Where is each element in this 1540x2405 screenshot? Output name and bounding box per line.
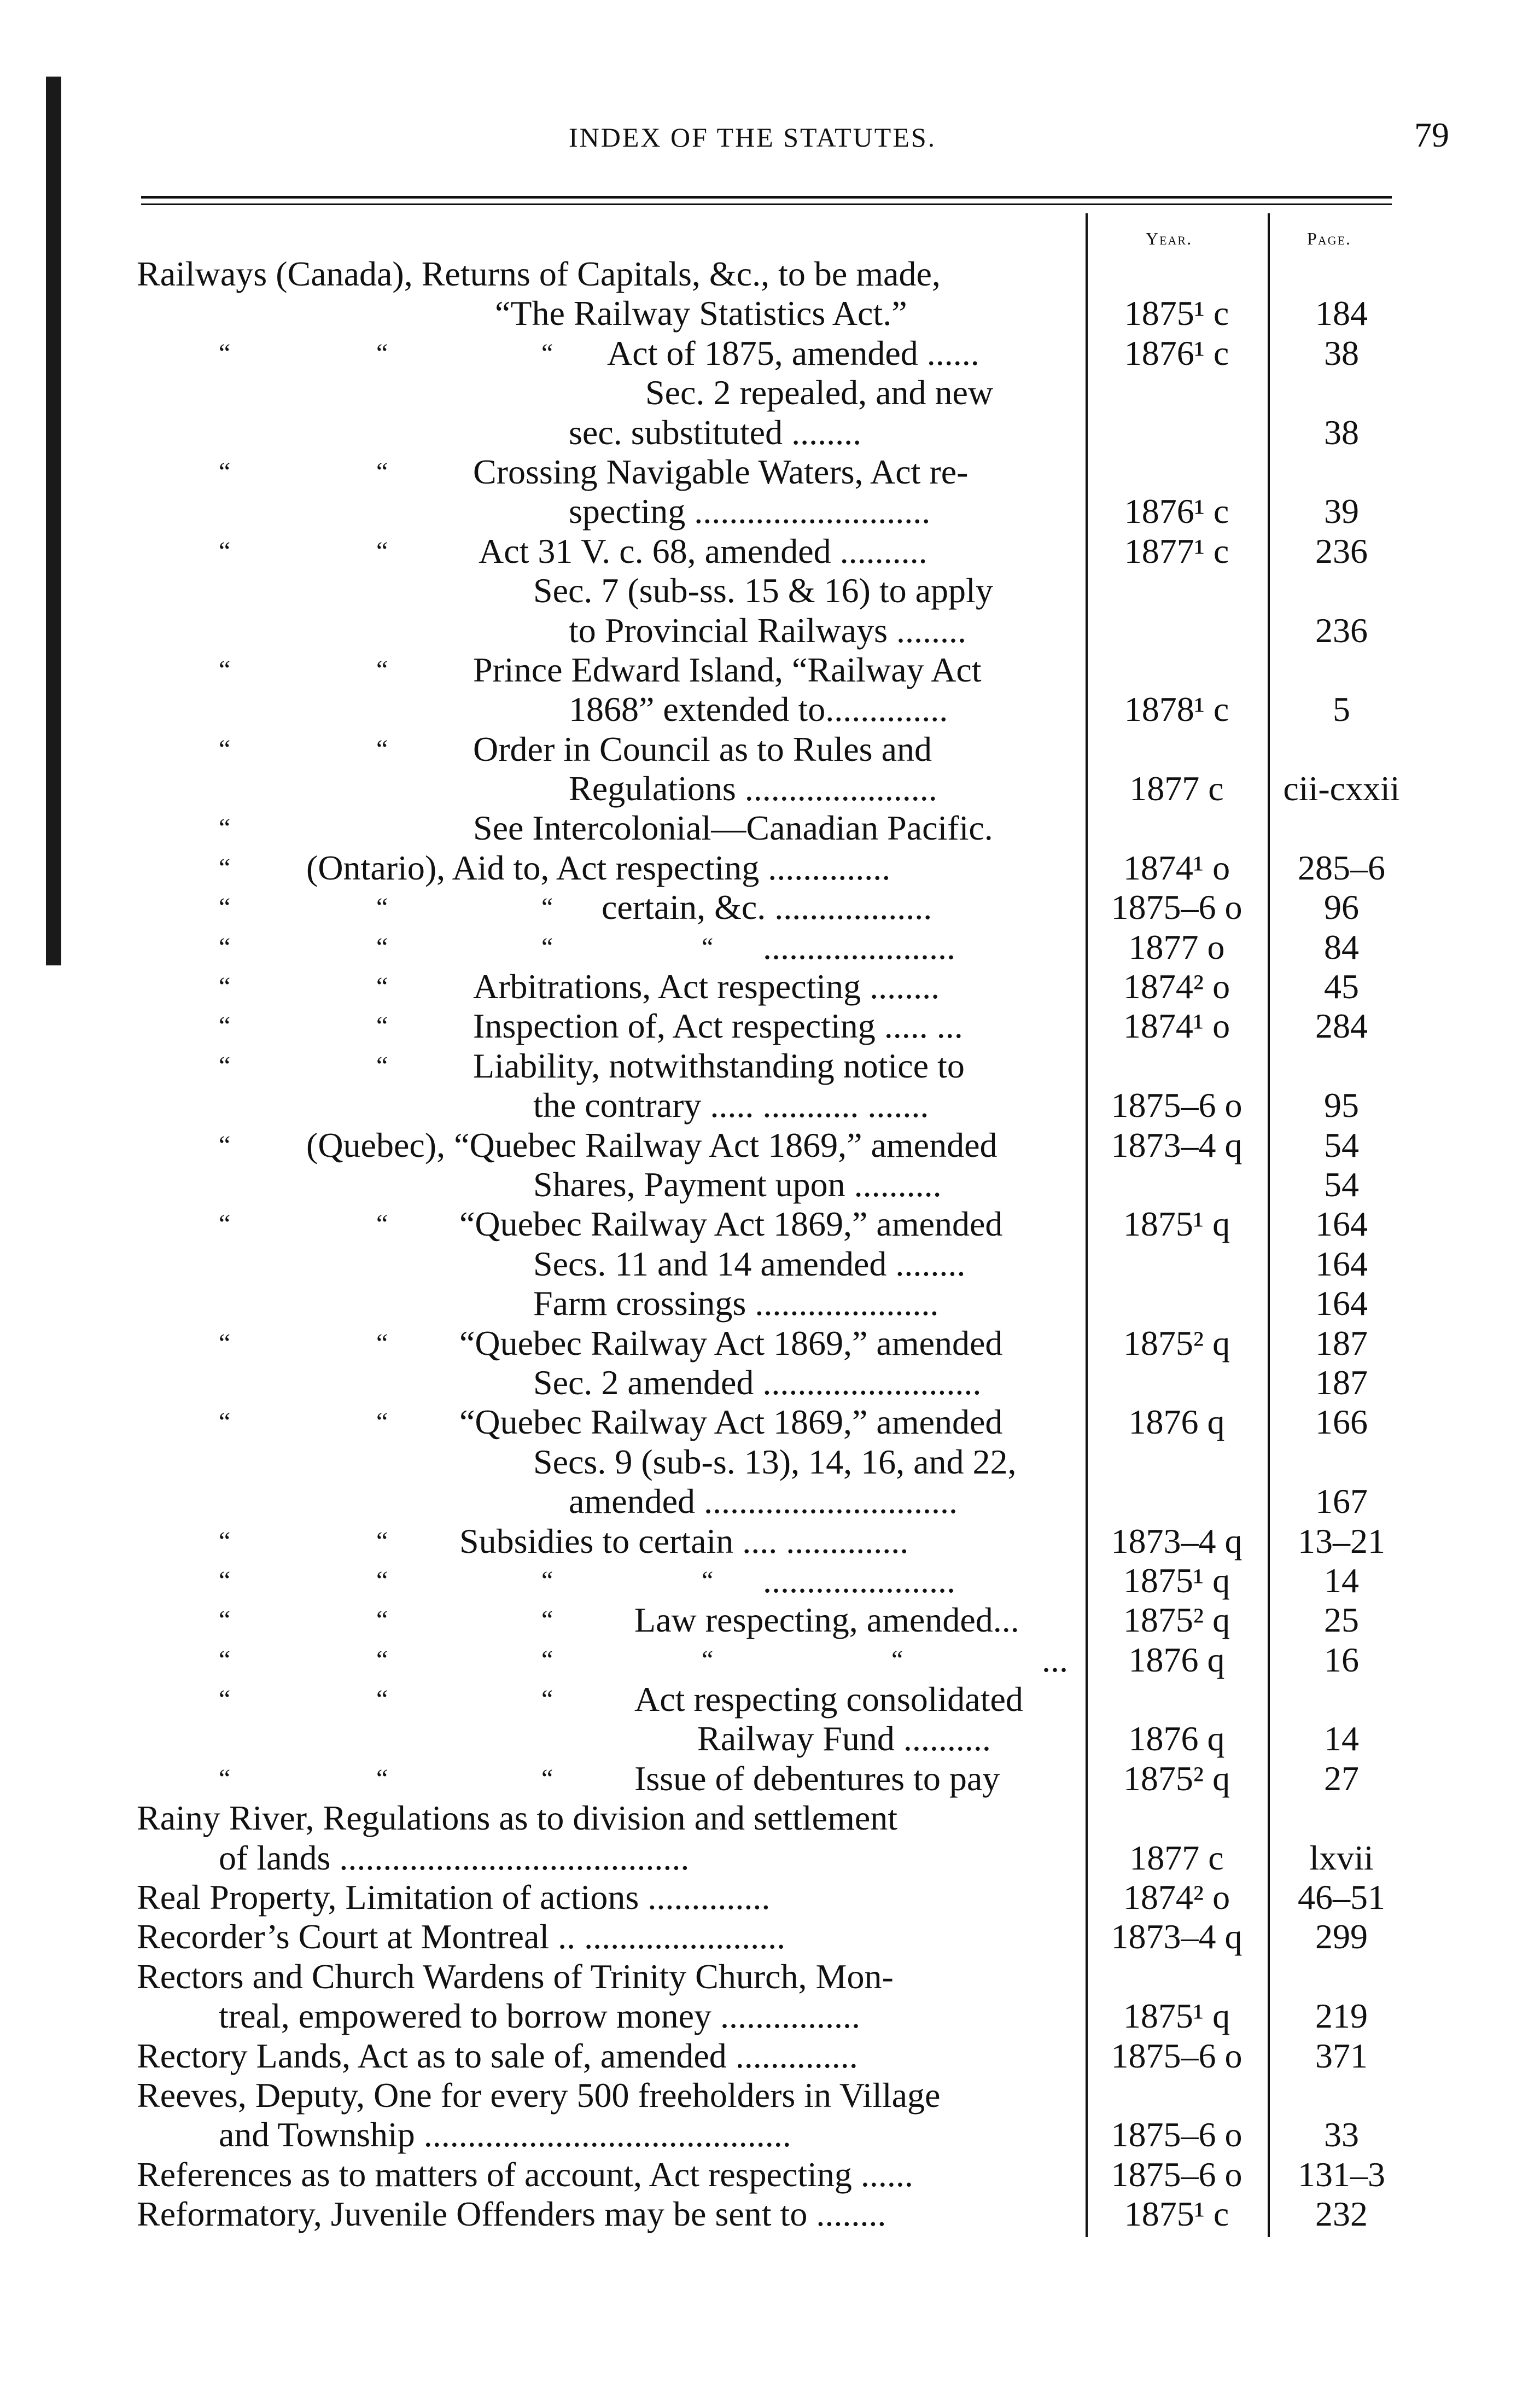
entry-text: (Quebec), “Quebec Railway Act 1869,” amended [306,1125,998,1164]
index-entry [0,690,1540,729]
index-entry [0,1917,1540,1956]
entry-page: 45 [1324,967,1359,1006]
ditto-mark: “ [219,1407,231,1437]
entry-text: amended ............................. [569,1482,958,1521]
ditto-mark: “ [219,813,231,843]
entry-page: 84 [1324,927,1359,966]
entry-year: 1873–4 q [1111,1521,1242,1560]
entry-text: Reeves, Deputy, One for every 500 freeholders in Village [137,2075,941,2115]
ditto-mark: “ [219,893,231,922]
entry-page: 371 [1315,2036,1368,2075]
year-column-header: Year. [1146,229,1193,248]
ditto-mark: “ [541,1763,553,1793]
entry-page: 39 [1324,492,1359,531]
ditto-mark: “ [219,1763,231,1793]
ditto-mark: “ [376,932,388,962]
ditto-mark: “ [219,338,231,368]
entry-text: Regulations ...................... [569,769,937,808]
ditto-mark: “ [541,893,553,922]
entry-text: “Quebec Railway Act 1869,” amended [459,1402,1003,1442]
entry-text: Shares, Payment upon .......... [533,1164,942,1204]
index-entry [0,1165,1540,1204]
index-entry [0,1522,1540,1561]
entry-text: of lands ........................................ [219,1838,690,1877]
index-entry [0,650,1540,690]
index-entry [0,254,1540,294]
ditto-mark: “ [376,1685,388,1714]
entry-text: and Township .......................................... [219,2115,791,2154]
entry-page: 236 [1315,610,1368,650]
header-rule-thick [141,196,1392,199]
index-entry [0,967,1540,1006]
entry-year: 1875–6 o [1111,2115,1242,2154]
entry-year: 1876¹ c [1124,492,1229,531]
entry-page: 232 [1315,2194,1368,2234]
ditto-mark: “ [702,1645,714,1674]
entry-text: Sec. 2 amended ......................... [533,1362,982,1402]
ditto-mark: “ [219,734,231,764]
entry-page: 14 [1324,1719,1359,1758]
ditto-mark: “ [219,932,231,962]
page-column-header: Page. [1307,229,1352,248]
entry-page: 13–21 [1298,1521,1385,1560]
index-entry [0,848,1540,888]
index-entry [0,1838,1540,1878]
ditto-mark: “ [376,1645,388,1674]
index-entry [0,1759,1540,1798]
entry-page: 131–3 [1298,2154,1385,2194]
page-header [137,115,1449,159]
ditto-mark: “ [376,1209,388,1239]
entry-page: 33 [1324,2115,1359,2154]
entry-page: 184 [1315,294,1368,333]
index-entry [0,928,1540,967]
ditto-mark: “ [219,536,231,566]
index-entry [0,1600,1540,1640]
entry-text: to Provincial Railways ........ [569,610,967,650]
ditto-mark: “ [541,1645,553,1674]
index-entry [0,294,1540,333]
entry-page: 46–51 [1298,1878,1385,1917]
entry-page: 95 [1324,1086,1359,1125]
entry-text: Act respecting consolidated [634,1680,1023,1719]
ditto-mark: “ [376,1763,388,1793]
entry-page: 96 [1324,888,1359,927]
entry-year: 1875¹ c [1124,2194,1229,2234]
entry-text: Liability, notwithstanding notice to [473,1046,965,1085]
index-entry [0,1284,1540,1323]
index-entry [0,1402,1540,1442]
entry-year: 1878¹ c [1124,690,1229,729]
entry-year: 1875–6 o [1111,888,1242,927]
entry-text: Secs. 9 (sub-s. 13), 14, 16, and 22, [533,1442,1017,1481]
ditto-mark: “ [219,1565,231,1595]
entry-text: Rectory Lands, Act as to sale of, amended .............. [137,2036,858,2075]
ditto-mark: “ [219,1209,231,1239]
index-entry [0,1640,1540,1680]
index-entry [0,1482,1540,1521]
entry-text: ... [1042,1640,1068,1679]
index-entry [0,808,1540,848]
entry-page: 299 [1315,1917,1368,1956]
index-entry [0,1996,1540,2036]
entry-page: 27 [1324,1758,1359,1798]
page-number: 79 [1414,115,1449,154]
ditto-mark: “ [541,1605,553,1635]
entry-year: 1875–6 o [1111,2036,1242,2075]
index-entry [0,1126,1540,1165]
index-entry [0,2036,1540,2076]
running-title: INDEX OF THE STATUTES. [569,122,937,153]
ditto-mark: “ [376,457,388,486]
entry-text: Farm crossings ..................... [533,1284,939,1323]
entry-text: specting ........................... [569,492,931,531]
entry-year: 1876 q [1128,1402,1225,1442]
entry-page: 219 [1315,1996,1368,2036]
entry-text: Recorder’s Court at Montreal .. ....................... [137,1917,786,1956]
entry-page: 38 [1324,333,1359,372]
entry-text: Railway Fund .......... [697,1719,991,1758]
ditto-mark: “ [376,1526,388,1556]
index-entry [0,1878,1540,1917]
entry-page: 25 [1324,1600,1359,1640]
ditto-mark: “ [219,853,231,882]
entry-page: 187 [1315,1362,1368,1402]
entry-year: 1875² q [1123,1758,1230,1798]
entry-page: lxvii [1309,1838,1374,1877]
ditto-mark: “ [219,1051,231,1080]
entry-text: Secs. 11 and 14 amended ........ [533,1244,966,1283]
entry-year: 1876 q [1128,1640,1225,1679]
entry-page: 164 [1315,1284,1368,1323]
entry-page: 38 [1324,412,1359,452]
entry-year: 1875² q [1123,1600,1230,1640]
index-entry [0,452,1540,492]
entry-page: 54 [1324,1125,1359,1164]
index-entry [0,1363,1540,1402]
ditto-mark: “ [541,338,553,368]
entry-text: “Quebec Railway Act 1869,” amended [459,1204,1003,1244]
index-entry [0,1798,1540,1838]
entry-year: 1874² o [1123,1878,1230,1917]
entry-year: 1877 c [1129,769,1224,808]
entry-year: 1875–6 o [1111,2154,1242,2194]
index-entry [0,2115,1540,2154]
entry-text: Prince Edward Island, “Railway Act [473,650,982,689]
index-entry [0,571,1540,610]
entry-text: Crossing Navigable Waters, Act re- [473,452,969,491]
entry-text: the contrary ..... ........... ....... [533,1086,929,1125]
index-entry [0,1957,1540,1996]
ditto-mark: “ [376,536,388,566]
entry-year: 1874² o [1123,967,1230,1006]
entry-text: 1868” extended to.............. [569,690,948,729]
entry-page: 5 [1333,690,1350,729]
entry-page: cii-cxxii [1283,769,1400,808]
ditto-mark: “ [702,1565,714,1595]
entry-text: “Quebec Railway Act 1869,” amended [459,1323,1003,1362]
entry-year: 1875¹ c [1124,294,1229,333]
entry-text: Act 31 V. c. 68, amended .......... [479,531,928,570]
entry-text: Reformatory, Juvenile Offenders may be sent to ........ [137,2194,886,2234]
entry-text: Sec. 7 (sub-ss. 15 & 16) to apply [533,571,993,610]
entry-text: “The Railway Statistics Act.” [495,294,907,333]
ditto-mark: “ [376,1407,388,1437]
index-entry [0,1324,1540,1363]
ditto-mark: “ [891,1645,903,1674]
entry-text: Arbitrations, Act respecting ........ [473,967,940,1006]
entry-year: 1875² q [1123,1323,1230,1362]
entry-text: Act of 1875, amended ...... [607,333,979,372]
ditto-mark: “ [376,655,388,684]
entry-text: Rectors and Church Wardens of Trinity Church, Mon- [137,1956,894,1996]
ditto-mark: “ [541,932,553,962]
ditto-mark: “ [219,1526,231,1556]
index-entry [0,334,1540,373]
entry-text: See Intercolonial—Canadian Pacific. [473,808,993,848]
index-entry [0,730,1540,769]
index-entry [0,1680,1540,1719]
ditto-mark: “ [219,457,231,486]
entry-page: 167 [1315,1482,1368,1521]
ditto-mark: “ [376,1605,388,1635]
index-entry [0,1204,1540,1244]
entry-text: Issue of debentures to pay [634,1758,1000,1798]
ditto-mark: “ [376,1328,388,1358]
ditto-mark: “ [376,1011,388,1041]
entry-year: 1877¹ c [1124,531,1229,570]
index-entry [0,888,1540,927]
entry-year: 1877 o [1128,927,1225,966]
ditto-mark: “ [219,1605,231,1635]
entry-year: 1875¹ q [1123,1560,1230,1600]
ditto-mark: “ [219,1645,231,1674]
ditto-mark: “ [219,1130,231,1160]
header-rule-thin [141,203,1392,205]
ditto-mark: “ [376,1565,388,1595]
index-entry [0,769,1540,808]
ditto-mark: “ [541,1685,553,1714]
entry-page: 187 [1315,1323,1368,1362]
entry-page: 284 [1315,1006,1368,1046]
index-entry [0,1442,1540,1482]
index-entry [0,373,1540,412]
ditto-mark: “ [376,893,388,922]
entry-year: 1874¹ o [1123,848,1230,887]
index-entry [0,2076,1540,2115]
index-entry [0,1046,1540,1086]
index-entry [0,1561,1540,1600]
index-entry [0,2194,1540,2234]
entry-year: 1875–6 o [1111,1086,1242,1125]
entry-text: Railways (Canada), Returns of Capitals, &c., to be made, [137,254,941,293]
index-entry [0,532,1540,571]
ditto-mark: “ [376,972,388,1001]
entry-page: 285–6 [1298,848,1385,887]
entry-year: 1876¹ c [1124,333,1229,372]
ditto-mark: “ [376,1051,388,1080]
entry-page: 236 [1315,531,1368,570]
index-entry [0,1006,1540,1046]
index-entry [0,2155,1540,2194]
ditto-mark: “ [541,1565,553,1595]
index-entry [0,1719,1540,1758]
entry-text: Inspection of, Act respecting ..... ... [473,1006,963,1046]
entry-year: 1876 q [1128,1719,1225,1758]
entry-text: sec. substituted ........ [569,412,862,452]
entry-text: ...................... [763,1560,955,1600]
entry-year: 1875¹ q [1123,1996,1230,2036]
index-entry [0,492,1540,531]
entry-text: References as to matters of account, Act respecting ...... [137,2154,913,2194]
index-entry [0,1086,1540,1125]
entry-text: (Ontario), Aid to, Act respecting .............. [306,848,891,887]
entry-text: treal, empowered to borrow money ................ [219,1996,861,2036]
entry-page: 54 [1324,1164,1359,1204]
entry-page: 166 [1315,1402,1368,1442]
entry-text: Rainy River, Regulations as to division and settlement [137,1798,898,1838]
index-entry [0,1244,1540,1284]
ditto-mark: “ [219,1011,231,1041]
entry-year: 1877 c [1129,1838,1224,1877]
ditto-mark: “ [219,655,231,684]
index-entry [0,413,1540,452]
entry-year: 1874¹ o [1123,1006,1230,1046]
entry-page: 164 [1315,1244,1368,1283]
index-entry [0,611,1540,650]
entry-page: 14 [1324,1560,1359,1600]
ditto-mark: “ [376,734,388,764]
entry-text: Subsidies to certain .... .............. [459,1521,909,1560]
entry-page: 164 [1315,1204,1368,1244]
ditto-mark: “ [219,1328,231,1358]
entry-year: 1875¹ q [1123,1204,1230,1244]
entry-text: certain, &c. .................. [602,888,932,927]
ditto-mark: “ [702,932,714,962]
entry-text: ...................... [763,927,955,966]
index-entries [0,254,1540,2234]
entry-text: Real Property, Limitation of actions .............. [137,1878,771,1917]
ditto-mark: “ [219,1685,231,1714]
ditto-mark: “ [376,338,388,368]
entry-text: Law respecting, amended... [634,1600,1019,1640]
entry-page: 16 [1324,1640,1359,1679]
entry-text: Sec. 2 repealed, and new [645,373,994,412]
ditto-mark: “ [219,972,231,1001]
entry-text: Order in Council as to Rules and [473,729,932,768]
entry-year: 1873–4 q [1111,1125,1242,1164]
entry-year: 1873–4 q [1111,1917,1242,1956]
